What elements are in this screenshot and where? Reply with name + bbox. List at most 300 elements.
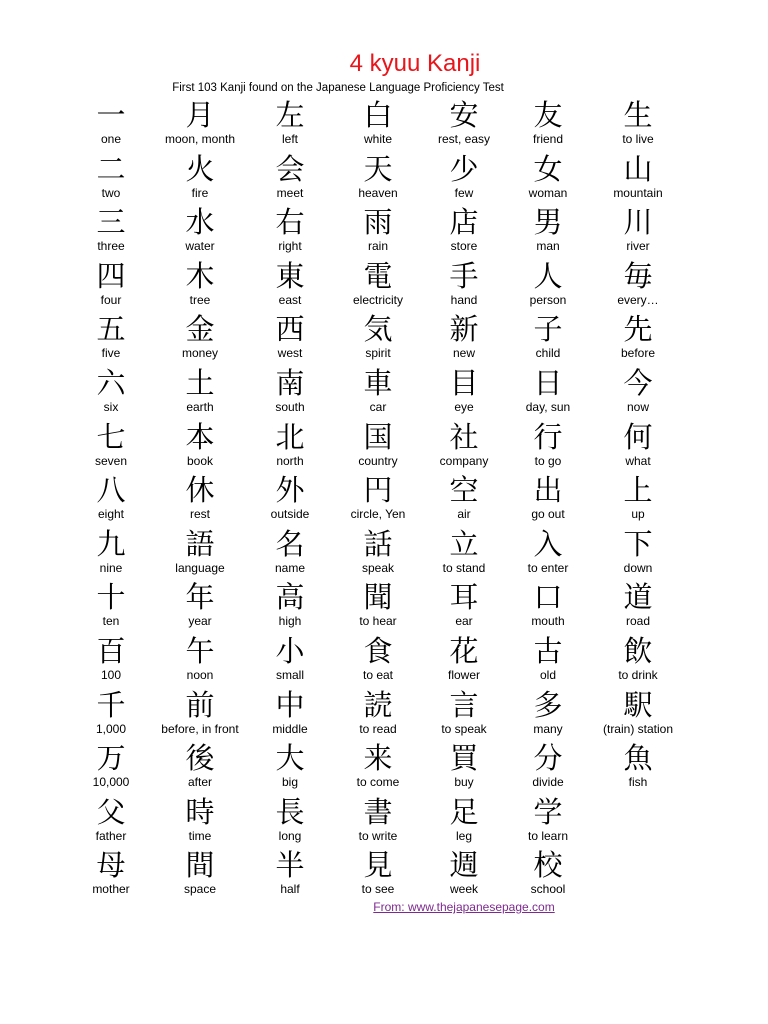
kanji-cell [421, 632, 507, 686]
kanji-meaning: road [625, 614, 651, 629]
kanji-cell [335, 471, 421, 525]
kanji-character: 見 [363, 848, 393, 883]
kanji-meaning: small [275, 667, 304, 682]
kanji-meaning: book [186, 453, 214, 468]
kanji-meaning: hand [450, 292, 478, 307]
kanji-character: 右 [275, 205, 305, 240]
kanji-meaning: up [631, 507, 645, 522]
kanji-character: 買 [449, 741, 479, 776]
kanji-meaning: money [181, 346, 219, 361]
kanji-character: 三 [96, 205, 126, 240]
kanji-meaning: speak [361, 560, 395, 575]
kanji-cell [155, 632, 245, 686]
kanji-cell [589, 846, 687, 900]
kanji-meaning: before [620, 346, 656, 361]
kanji-meaning: eight [97, 507, 125, 522]
kanji-meaning: 100 [100, 667, 122, 682]
kanji-cell [155, 364, 245, 418]
kanji-meaning: child [535, 346, 561, 361]
kanji-cell [155, 203, 245, 257]
kanji-meaning: one [100, 132, 122, 146]
kanji-meaning: mouth [531, 614, 565, 629]
kanji-cell [245, 471, 335, 525]
kanji-character: 何 [623, 419, 653, 454]
kanji-meaning: day, sun [525, 399, 571, 414]
kanji-cell [507, 686, 589, 740]
kanji-character: 足 [449, 794, 479, 829]
kanji-meaning: to see [361, 882, 395, 897]
kanji-character: 学 [533, 794, 563, 829]
kanji-cell [421, 203, 507, 257]
kanji-character: 気 [363, 312, 393, 347]
kanji-character: 今 [623, 365, 653, 400]
kanji-character: 多 [533, 687, 563, 722]
kanji-cell [589, 686, 687, 740]
kanji-meaning: language [175, 560, 225, 575]
kanji-meaning: to live [622, 132, 654, 146]
kanji-cell [507, 150, 589, 204]
kanji-cell [421, 525, 507, 579]
kanji-meaning: mountain [613, 185, 663, 200]
kanji-cell [589, 203, 687, 257]
kanji-cell [335, 203, 421, 257]
page-title: 4 kyuu Kanji [349, 50, 481, 77]
kanji-character: 大 [275, 741, 305, 776]
kanji-cell [245, 846, 335, 900]
kanji-cell [155, 578, 245, 632]
kanji-meaning: noon [186, 667, 214, 682]
kanji-meaning: to read [359, 721, 397, 736]
kanji-character: 駅 [623, 687, 653, 722]
kanji-meaning: to learn [527, 828, 569, 843]
kanji-meaning: father [95, 828, 127, 843]
kanji-meaning: go out [531, 507, 565, 522]
kanji-cell [335, 418, 421, 472]
kanji-meaning: two [101, 185, 121, 200]
kanji-meaning: air [457, 507, 471, 522]
kanji-meaning: five [101, 346, 121, 361]
kanji-meaning: space [183, 882, 217, 897]
kanji-character: 空 [449, 473, 479, 508]
kanji-meaning: to drink [618, 667, 658, 682]
kanji-character: 下 [623, 526, 653, 561]
kanji-cell [245, 793, 335, 847]
kanji-meaning: north [276, 453, 304, 468]
kanji-cell [589, 96, 687, 150]
kanji-cell [589, 471, 687, 525]
kanji-character: 白 [363, 98, 393, 132]
kanji-meaning: right [278, 239, 302, 254]
kanji-meaning: spirit [365, 346, 391, 361]
kanji-character: 日 [533, 365, 563, 400]
kanji-cell [507, 846, 589, 900]
kanji-meaning: company [439, 453, 489, 468]
kanji-character: 来 [363, 741, 393, 776]
kanji-cell [335, 578, 421, 632]
kanji-cell [155, 739, 245, 793]
kanji-cell [155, 846, 245, 900]
kanji-cell [421, 364, 507, 418]
kanji-cell [335, 793, 421, 847]
kanji-cell [589, 418, 687, 472]
kanji-cell [67, 203, 155, 257]
kanji-character: 二 [96, 151, 126, 186]
kanji-meaning: rain [367, 239, 388, 254]
kanji-cell [67, 739, 155, 793]
kanji-meaning: to hear [359, 614, 397, 629]
kanji-cell [335, 257, 421, 311]
kanji-character: 古 [533, 633, 563, 668]
kanji-meaning: man [536, 239, 560, 254]
kanji-character: 左 [275, 98, 305, 132]
kanji-meaning: week [449, 882, 478, 897]
kanji-character: 生 [623, 98, 653, 132]
kanji-meaning: ear [455, 614, 473, 629]
kanji-cell [67, 793, 155, 847]
kanji-character: 休 [185, 473, 215, 508]
kanji-meaning: east [278, 292, 302, 307]
kanji-meaning: to eat [362, 667, 394, 682]
kanji-meaning: country [358, 453, 398, 468]
kanji-meaning: person [529, 292, 567, 307]
kanji-character: 週 [449, 848, 479, 883]
kanji-meaning: before, in front [161, 721, 239, 736]
kanji-character: 十 [96, 580, 126, 615]
kanji-character: 読 [363, 687, 393, 722]
kanji-meaning: 10,000 [92, 775, 130, 790]
kanji-meaning: moon, month [164, 132, 236, 146]
kanji-character: 七 [96, 419, 126, 454]
kanji-character: 千 [96, 687, 126, 722]
kanji-cell [67, 150, 155, 204]
kanji-character: 年 [185, 580, 215, 615]
kanji-meaning: to come [356, 775, 400, 790]
kanji-character: 語 [185, 526, 215, 561]
kanji-cell [507, 418, 589, 472]
kanji-cell [155, 686, 245, 740]
kanji-cell [507, 739, 589, 793]
kanji-cell [507, 310, 589, 364]
kanji-character: 中 [275, 687, 305, 722]
kanji-character: 花 [449, 633, 479, 668]
kanji-character: 一 [96, 98, 126, 132]
kanji-meaning: circle, Yen [350, 507, 406, 522]
kanji-meaning: heaven [358, 185, 398, 200]
kanji-meaning: high [278, 614, 302, 629]
source-link[interactable]: From: www.thejapanesepage.com [373, 900, 555, 914]
kanji-cell [335, 846, 421, 900]
kanji-character: 土 [185, 365, 215, 400]
kanji-character: 後 [185, 741, 215, 776]
kanji-character: 金 [185, 312, 215, 347]
kanji-meaning: earth [186, 399, 214, 414]
kanji-cell [245, 310, 335, 364]
kanji-cell [507, 525, 589, 579]
kanji-cell [245, 150, 335, 204]
kanji-character: 間 [185, 848, 215, 883]
kanji-meaning: rest [189, 507, 210, 522]
kanji-character: 魚 [623, 741, 653, 776]
kanji-cell [421, 471, 507, 525]
kanji-meaning: car [369, 399, 387, 414]
kanji-cell [421, 686, 507, 740]
kanji-cell [155, 793, 245, 847]
kanji-character: 出 [533, 473, 563, 508]
kanji-cell [335, 364, 421, 418]
kanji-character: 水 [185, 205, 215, 240]
kanji-meaning: time [188, 828, 212, 843]
kanji-character: 時 [185, 794, 215, 829]
kanji-cell [155, 525, 245, 579]
kanji-character: 聞 [363, 580, 393, 615]
kanji-cell [245, 418, 335, 472]
kanji-character: 半 [275, 848, 305, 883]
kanji-meaning: flower [447, 667, 480, 682]
kanji-cell [507, 96, 589, 150]
kanji-character: 北 [275, 419, 305, 454]
kanji-character: 万 [96, 741, 126, 776]
kanji-cell [67, 364, 155, 418]
kanji-meaning: what [625, 453, 651, 468]
kanji-meaning: water [185, 239, 215, 254]
kanji-cell [421, 310, 507, 364]
kanji-meaning: middle [272, 721, 308, 736]
kanji-meaning: left [281, 132, 298, 146]
kanji-character: 車 [363, 365, 393, 400]
kanji-meaning: tree [189, 292, 211, 307]
kanji-cell [245, 96, 335, 150]
kanji-grid [67, 96, 687, 900]
kanji-meaning: to stand [442, 560, 486, 575]
kanji-character: 六 [96, 365, 126, 400]
kanji-character: 言 [449, 687, 479, 722]
kanji-character: 母 [96, 848, 126, 883]
kanji-cell [421, 793, 507, 847]
kanji-character: 店 [449, 205, 479, 240]
kanji-meaning: new [452, 346, 475, 361]
kanji-character: 月 [185, 98, 215, 132]
kanji-character: 新 [449, 312, 479, 347]
kanji-character: 耳 [449, 580, 479, 615]
kanji-character: 雨 [363, 205, 393, 240]
kanji-cell [589, 257, 687, 311]
kanji-meaning: eye [454, 399, 474, 414]
kanji-meaning: to speak [441, 721, 487, 736]
kanji-character: 国 [363, 419, 393, 454]
kanji-cell [507, 471, 589, 525]
kanji-cell [245, 632, 335, 686]
kanji-cell [245, 364, 335, 418]
kanji-character: 少 [449, 151, 479, 186]
kanji-cell [421, 418, 507, 472]
kanji-cell [155, 418, 245, 472]
kanji-cell [589, 150, 687, 204]
kanji-meaning: every… [617, 292, 659, 307]
kanji-meaning: rest, easy [437, 132, 491, 146]
kanji-cell [589, 364, 687, 418]
kanji-meaning: now [626, 399, 649, 414]
kanji-character: 分 [533, 741, 563, 776]
kanji-character: 長 [275, 794, 305, 829]
kanji-meaning: west [277, 346, 303, 361]
kanji-cell [421, 846, 507, 900]
kanji-meaning: fire [191, 185, 209, 200]
kanji-character: 小 [275, 633, 305, 668]
kanji-character: 入 [533, 526, 563, 561]
kanji-meaning: school [530, 882, 566, 897]
kanji-character: 電 [363, 258, 393, 293]
kanji-cell [67, 632, 155, 686]
kanji-character: 百 [96, 633, 126, 668]
page-subtitle: First 103 Kanji found on the Japanese Language Proficiency Test [172, 82, 504, 94]
kanji-meaning: half [280, 882, 300, 897]
kanji-cell [507, 632, 589, 686]
kanji-character: 四 [96, 258, 126, 293]
kanji-cell [67, 525, 155, 579]
kanji-cell [245, 739, 335, 793]
kanji-cell [245, 257, 335, 311]
kanji-cell [67, 686, 155, 740]
kanji-cell [335, 739, 421, 793]
kanji-meaning: three [97, 239, 125, 254]
kanji-character: 川 [623, 205, 653, 240]
kanji-meaning: four [100, 292, 122, 307]
kanji-character: 午 [185, 633, 215, 668]
kanji-character: 会 [275, 151, 305, 186]
kanji-cell [245, 578, 335, 632]
kanji-meaning: fish [628, 775, 648, 790]
kanji-character: 円 [363, 473, 393, 508]
kanji-cell [335, 310, 421, 364]
kanji-character: 南 [275, 365, 305, 400]
kanji-cell [67, 96, 155, 150]
kanji-character: 天 [363, 151, 393, 186]
kanji-cell [421, 739, 507, 793]
kanji-character: 父 [96, 794, 126, 829]
kanji-cell [589, 525, 687, 579]
kanji-cell [507, 257, 589, 311]
kanji-character: 手 [449, 258, 479, 293]
kanji-cell [335, 96, 421, 150]
kanji-meaning: long [278, 828, 302, 843]
kanji-character: 高 [275, 580, 305, 615]
kanji-cell [335, 686, 421, 740]
kanji-character: 火 [185, 151, 215, 186]
kanji-character: 本 [185, 419, 215, 454]
kanji-meaning: nine [99, 560, 123, 575]
kanji-cell [155, 310, 245, 364]
kanji-cell [67, 257, 155, 311]
kanji-cell [155, 150, 245, 204]
kanji-meaning: woman [528, 185, 568, 200]
kanji-meaning: electricity [352, 292, 403, 307]
kanji-cell [155, 471, 245, 525]
kanji-meaning: mother [92, 882, 130, 897]
kanji-character: 目 [449, 365, 479, 400]
kanji-cell [589, 739, 687, 793]
kanji-meaning: name [274, 560, 306, 575]
kanji-character: 木 [185, 258, 215, 293]
kanji-character: 書 [363, 794, 393, 829]
kanji-meaning: store [450, 239, 478, 254]
kanji-character: 前 [185, 687, 215, 722]
kanji-character: 先 [623, 312, 653, 347]
kanji-meaning: to enter [527, 560, 569, 575]
kanji-meaning: friend [532, 132, 564, 146]
kanji-character: 道 [623, 580, 653, 615]
kanji-cell [67, 471, 155, 525]
kanji-cell [335, 525, 421, 579]
kanji-cell [155, 96, 245, 150]
kanji-meaning: leg [455, 828, 472, 843]
kanji-character: 山 [623, 151, 653, 186]
kanji-cell [589, 578, 687, 632]
kanji-character: 女 [533, 151, 563, 186]
kanji-cell [421, 578, 507, 632]
kanji-meaning: white [363, 132, 392, 146]
kanji-character: 八 [96, 473, 126, 508]
kanji-character: 東 [275, 258, 305, 293]
kanji-character: 口 [533, 580, 563, 615]
kanji-meaning: (train) station [602, 721, 674, 736]
kanji-cell [335, 632, 421, 686]
kanji-meaning: to write [358, 828, 398, 843]
kanji-cell [507, 364, 589, 418]
kanji-cell [67, 846, 155, 900]
kanji-character: 名 [275, 526, 305, 561]
kanji-meaning: old [539, 667, 556, 682]
kanji-character: 毎 [623, 258, 653, 293]
kanji-meaning: seven [94, 453, 128, 468]
kanji-character: 五 [96, 312, 126, 347]
kanji-character: 友 [533, 98, 563, 132]
kanji-cell [245, 203, 335, 257]
kanji-cell [245, 686, 335, 740]
kanji-character: 九 [96, 526, 126, 561]
kanji-meaning: many [533, 721, 563, 736]
kanji-character: 行 [533, 419, 563, 454]
kanji-character: 話 [363, 526, 393, 561]
kanji-meaning: river [626, 239, 650, 254]
kanji-cell [421, 257, 507, 311]
kanji-character: 校 [533, 848, 563, 883]
kanji-character: 男 [533, 205, 563, 240]
kanji-character: 上 [623, 473, 653, 508]
kanji-cell [589, 310, 687, 364]
kanji-character: 立 [449, 526, 479, 561]
kanji-meaning: outside [270, 507, 310, 522]
kanji-cell [67, 310, 155, 364]
kanji-character: 飲 [623, 633, 653, 668]
kanji-character: 安 [449, 98, 479, 132]
kanji-cell [67, 418, 155, 472]
kanji-cell [421, 150, 507, 204]
kanji-meaning: south [275, 399, 305, 414]
kanji-cell [589, 793, 687, 847]
kanji-meaning: after [187, 775, 212, 790]
kanji-meaning: few [454, 185, 474, 200]
kanji-character: 食 [363, 633, 393, 668]
kanji-cell [589, 632, 687, 686]
kanji-character: 子 [533, 312, 563, 347]
kanji-meaning: divide [532, 775, 564, 790]
kanji-cell [155, 257, 245, 311]
kanji-character: 社 [449, 419, 479, 454]
kanji-meaning: meet [276, 185, 304, 200]
kanji-cell [507, 793, 589, 847]
kanji-cell [507, 578, 589, 632]
kanji-meaning: ten [102, 614, 120, 629]
